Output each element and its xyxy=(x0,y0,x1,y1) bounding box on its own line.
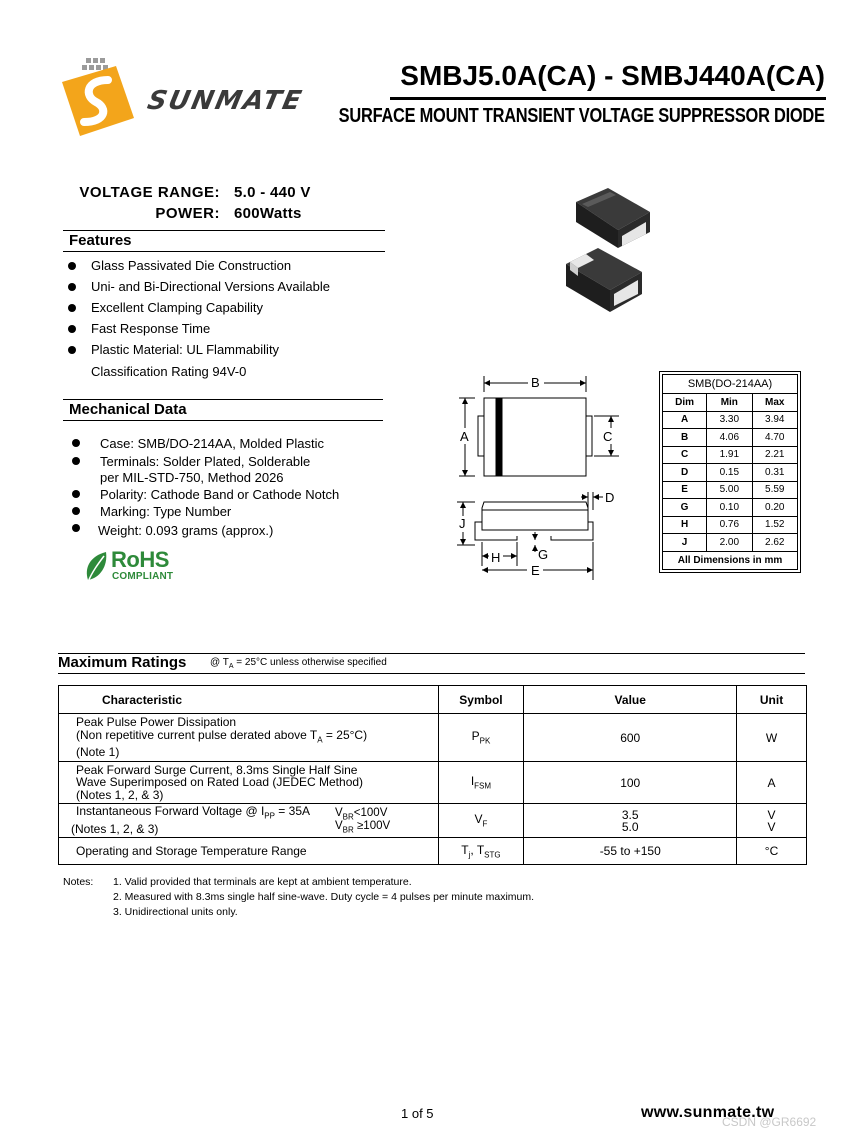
feature-item: Excellent Clamping Capability xyxy=(91,300,263,315)
characteristic-cell: Instantaneous Forward Voltage @ $I_{PP} = 35A$ (Notes 1, 2, & 3) $V_{BR}<100V$ $V_{BR} \ge 100V$ xyxy=(59,804,439,838)
characteristic-cell: Peak Pulse Power Dissipation (Non repetitive current pulse derated above $T_A = 25^\circ C$) (Note 1) xyxy=(59,714,439,762)
max-ratings-table xyxy=(58,685,807,865)
table-row xyxy=(59,804,807,838)
dimension-table-box xyxy=(659,371,801,573)
min-cell: 2.00 xyxy=(707,534,752,552)
dim-label-c: C xyxy=(603,429,613,444)
min-cell: 0.10 xyxy=(707,499,752,517)
table-row xyxy=(663,446,798,464)
feature-item: Uni- and Bi-Directional Versions Available xyxy=(91,279,330,294)
document-subtitle: SURFACE MOUNT TRANSIENT VOLTAGE SUPPRESSOR DIODE xyxy=(338,105,825,127)
mechanical-item: Polarity: Cathode Band or Cathode Notch xyxy=(100,487,340,502)
characteristic-cell: Peak Forward Surge Current, 8.3ms Single Half Sine Wave Superimposed on Rated Load (JEDEC Method) (Notes 1, 2, & 3) xyxy=(59,762,439,804)
value-cell: -55 to +150 xyxy=(524,838,737,865)
feature-item: Plastic Material: UL Flammability xyxy=(91,342,280,357)
max-cell: 3.94 xyxy=(752,411,798,429)
max-cell: 0.20 xyxy=(752,499,798,517)
notes-label: Notes: xyxy=(63,876,94,888)
logo-text: SUNMATE xyxy=(144,86,306,116)
symbol-header: Symbol xyxy=(438,686,524,714)
max-ratings-title: Maximum Ratings xyxy=(58,654,187,671)
dimension-table xyxy=(662,374,798,570)
table-row xyxy=(663,464,798,482)
table-row xyxy=(663,429,798,447)
unit-cell: °C xyxy=(737,838,807,865)
rohs-label: RoHS xyxy=(111,547,169,572)
features-bottom-rule xyxy=(63,251,385,252)
min-cell: 0.15 xyxy=(707,464,752,482)
max-cell: 1.52 xyxy=(752,516,798,534)
website-link[interactable]: www.sunmate.tw xyxy=(641,1104,775,1121)
table-header-row xyxy=(59,686,807,714)
table-row xyxy=(59,838,807,865)
title-divider xyxy=(390,97,826,100)
dimension-table-title: SMB(DO-214AA) xyxy=(663,375,798,394)
value-cell: 600 xyxy=(524,714,737,762)
unit-header: Unit xyxy=(737,686,807,714)
dim-label-b: B xyxy=(531,375,540,390)
bullet-icon xyxy=(68,325,76,333)
unit-cell: A xyxy=(737,762,807,804)
power-value: 600Watts xyxy=(234,205,302,222)
max-cell: 2.21 xyxy=(752,446,798,464)
dim-label-e: E xyxy=(531,563,540,578)
dim-label-g: G xyxy=(538,547,549,562)
sunmate-logo-icon xyxy=(56,58,138,140)
min-cell: 3.30 xyxy=(707,411,752,429)
max-cell: 2.62 xyxy=(752,534,798,552)
value-cell: 100 xyxy=(524,762,737,804)
bullet-icon xyxy=(72,457,80,465)
package-dimension-diagram xyxy=(445,370,625,582)
bullet-icon xyxy=(72,490,80,498)
dim-cell: C xyxy=(663,446,707,464)
part-number-title: SMBJ5.0A(CA) - SMBJ440A(CA) xyxy=(400,60,825,91)
min-cell: 1.91 xyxy=(707,446,752,464)
bullet-icon xyxy=(72,439,80,447)
dimension-header: Dim xyxy=(663,394,707,412)
feature-item: Fast Response Time xyxy=(91,321,211,336)
right-terminal xyxy=(586,416,592,456)
bullet-icon xyxy=(68,262,76,270)
min-cell: 4.06 xyxy=(707,429,752,447)
mechanical-item: Marking: Type Number xyxy=(100,504,232,519)
dimension-header: Max xyxy=(752,394,798,412)
table-row xyxy=(59,762,807,804)
dim-cell: B xyxy=(663,429,707,447)
rohs-leaf-icon xyxy=(84,550,108,584)
value-header: Value xyxy=(524,686,737,714)
power-label: POWER: xyxy=(155,205,220,222)
dim-cell: G xyxy=(663,499,707,517)
table-row xyxy=(663,481,798,499)
bullet-icon xyxy=(72,507,80,515)
bullet-icon xyxy=(68,346,76,354)
dim-cell: D xyxy=(663,464,707,482)
dim-cell: E xyxy=(663,481,707,499)
dim-cell: J xyxy=(663,534,707,552)
max-cell: 0.31 xyxy=(752,464,798,482)
note-item: 3. Unidirectional units only. xyxy=(113,906,238,918)
max-cell: 4.70 xyxy=(752,429,798,447)
voltage-range-value: 5.0 - 440 V xyxy=(234,184,311,201)
mechanical-item: Terminals: Solder Plated, Solderable xyxy=(100,454,311,469)
dimension-header: Min xyxy=(707,394,752,412)
table-row xyxy=(663,499,798,517)
dim-cell: A xyxy=(663,411,707,429)
value-cell: 3.5 5.0 xyxy=(524,804,737,838)
component-photo xyxy=(560,182,660,322)
page-number: 1 of 5 xyxy=(401,1106,434,1121)
characteristic-header: Characteristic xyxy=(59,686,439,714)
watermark: CSDN @GR6692 xyxy=(722,1115,817,1129)
dim-label-a: A xyxy=(460,429,469,444)
dim-label-j: J xyxy=(459,516,466,531)
dim-label-d: D xyxy=(605,490,615,505)
bullet-icon xyxy=(68,304,76,312)
feature-item: Glass Passivated Die Construction xyxy=(91,258,292,273)
table-row xyxy=(59,714,807,762)
ratings-bottom-rule xyxy=(58,673,805,674)
max-cell: 5.59 xyxy=(752,481,798,499)
mechanical-heading: Mechanical Data xyxy=(69,401,187,418)
mechanical-item-continued: per MIL-STD-750, Method 2026 xyxy=(100,470,284,485)
mechanical-bottom-rule xyxy=(63,420,383,421)
symbol-cell: $I_{FSM}$ xyxy=(438,762,524,804)
rohs-compliant-label: COMPLIANT xyxy=(112,571,174,582)
mechanical-top-rule xyxy=(63,399,383,400)
dim-label-h: H xyxy=(491,550,501,565)
unit-cell: W xyxy=(737,714,807,762)
dim-cell: H xyxy=(663,516,707,534)
mechanical-item: Case: SMB/DO-214AA, Molded Plastic xyxy=(100,436,324,451)
cathode-band xyxy=(496,398,502,476)
note-item: 1. Valid provided that terminals are kept at ambient temperature. xyxy=(113,876,412,888)
symbol-cell: $V_F$ xyxy=(438,804,524,838)
dimension-table-footer: All Dimensions in mm xyxy=(663,551,798,569)
table-row xyxy=(663,534,798,552)
voltage-range-label: VOLTAGE RANGE: xyxy=(79,184,220,201)
table-row xyxy=(663,516,798,534)
left-terminal xyxy=(478,416,484,456)
table-row xyxy=(663,411,798,429)
min-cell: 0.76 xyxy=(707,516,752,534)
mechanical-item: Weight: 0.093 grams (approx.) xyxy=(98,523,274,538)
min-cell: 5.00 xyxy=(707,481,752,499)
max-ratings-condition: @ $T_A = 25^\circ C$ unless otherwise specified xyxy=(210,657,387,670)
feature-item-continued: Classification Rating 94V-0 xyxy=(91,364,247,379)
symbol-cell: $P_{PK}$ xyxy=(438,714,524,762)
unit-cell: V V xyxy=(737,804,807,838)
characteristic-cell: Operating and Storage Temperature Range xyxy=(59,838,439,865)
bullet-icon xyxy=(72,524,80,532)
bullet-icon xyxy=(68,283,76,291)
features-heading: Features xyxy=(69,232,132,249)
features-top-rule xyxy=(63,230,385,231)
note-item: 2. Measured with 8.3ms single half sine-wave. Duty cycle = 4 pulses per minute maximum. xyxy=(113,891,535,903)
symbol-cell: $T_j$, $T_{STG}$ xyxy=(438,838,524,865)
